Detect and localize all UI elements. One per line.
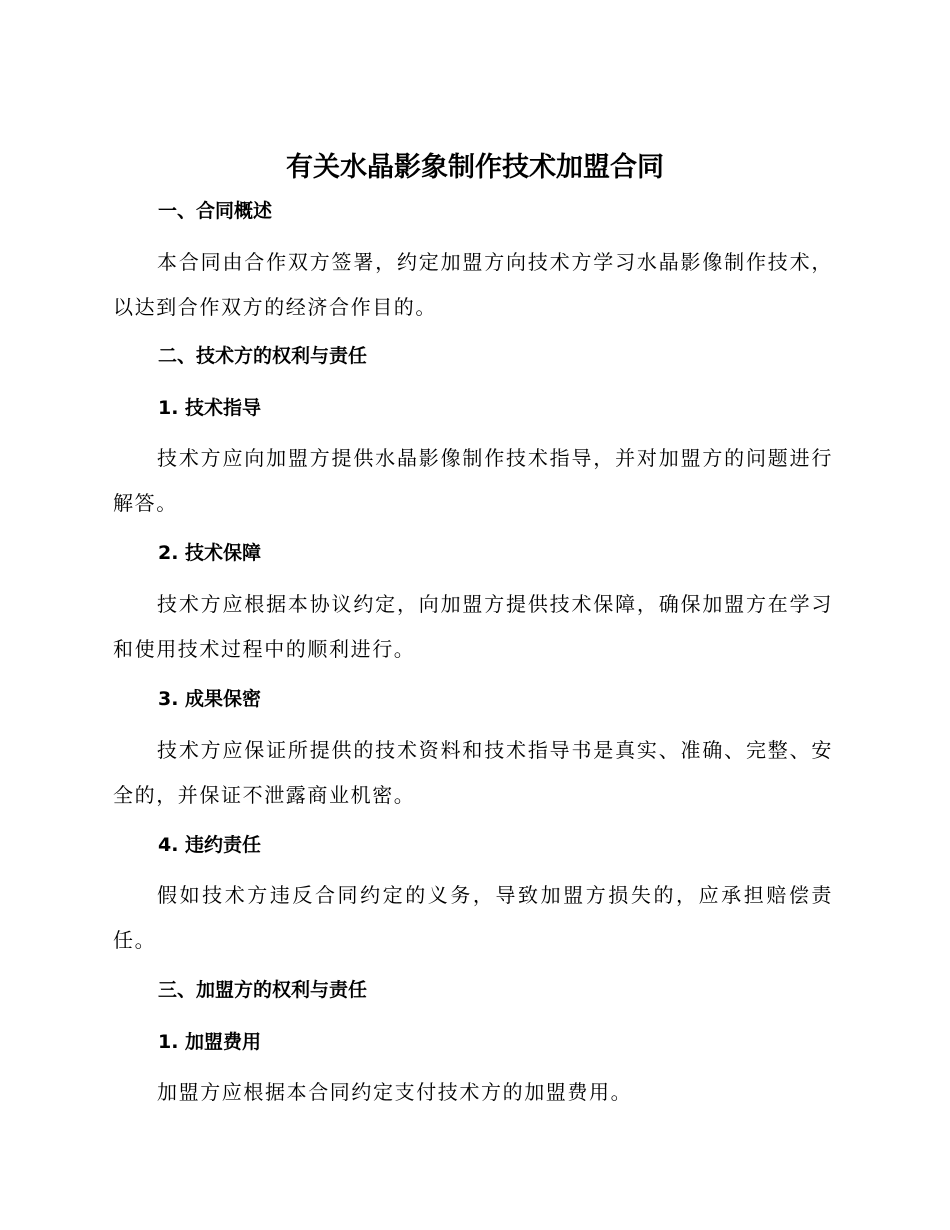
paragraph-confidentiality: 技术方应保证所提供的技术资料和技术指导书是真实、准确、完整、安全的，并保证不泄露商业机密。: [113, 738, 833, 807]
subheading-tech-support: 2. 技术保障: [158, 542, 262, 564]
paragraph-overview: 本合同由合作双方签署，约定加盟方向技术方学习水晶影像制作技术，以达到合作双方的经济合作目的。: [113, 250, 833, 319]
paragraph-tech-support: 技术方应根据本协议约定，向加盟方提供技术保障，确保加盟方在学习和使用技术过程中的顺利进行。: [113, 592, 833, 661]
subheading-breach-liability: 4. 违约责任: [158, 834, 262, 856]
document-title: 有关水晶影象制作技术加盟合同: [286, 152, 664, 183]
subheading-confidentiality: 3. 成果保密: [158, 688, 262, 710]
subheading-tech-guidance: 1. 技术指导: [158, 397, 262, 419]
paragraph-tech-guidance: 技术方应向加盟方提供水晶影像制作技术指导，并对加盟方的问题进行解答。: [113, 446, 833, 515]
section-heading-overview: 一、合同概述: [158, 200, 273, 222]
subheading-franchise-fee: 1. 加盟费用: [158, 1031, 262, 1053]
section-heading-tech-party: 二、技术方的权利与责任: [158, 345, 368, 367]
section-heading-franchisee: 三、加盟方的权利与责任: [158, 979, 368, 1001]
paragraph-breach-liability: 假如技术方违反合同约定的义务，导致加盟方损失的，应承担赔偿责任。: [113, 883, 833, 952]
paragraph-franchise-fee: 加盟方应根据本合同约定支付技术方的加盟费用。: [157, 1080, 633, 1104]
